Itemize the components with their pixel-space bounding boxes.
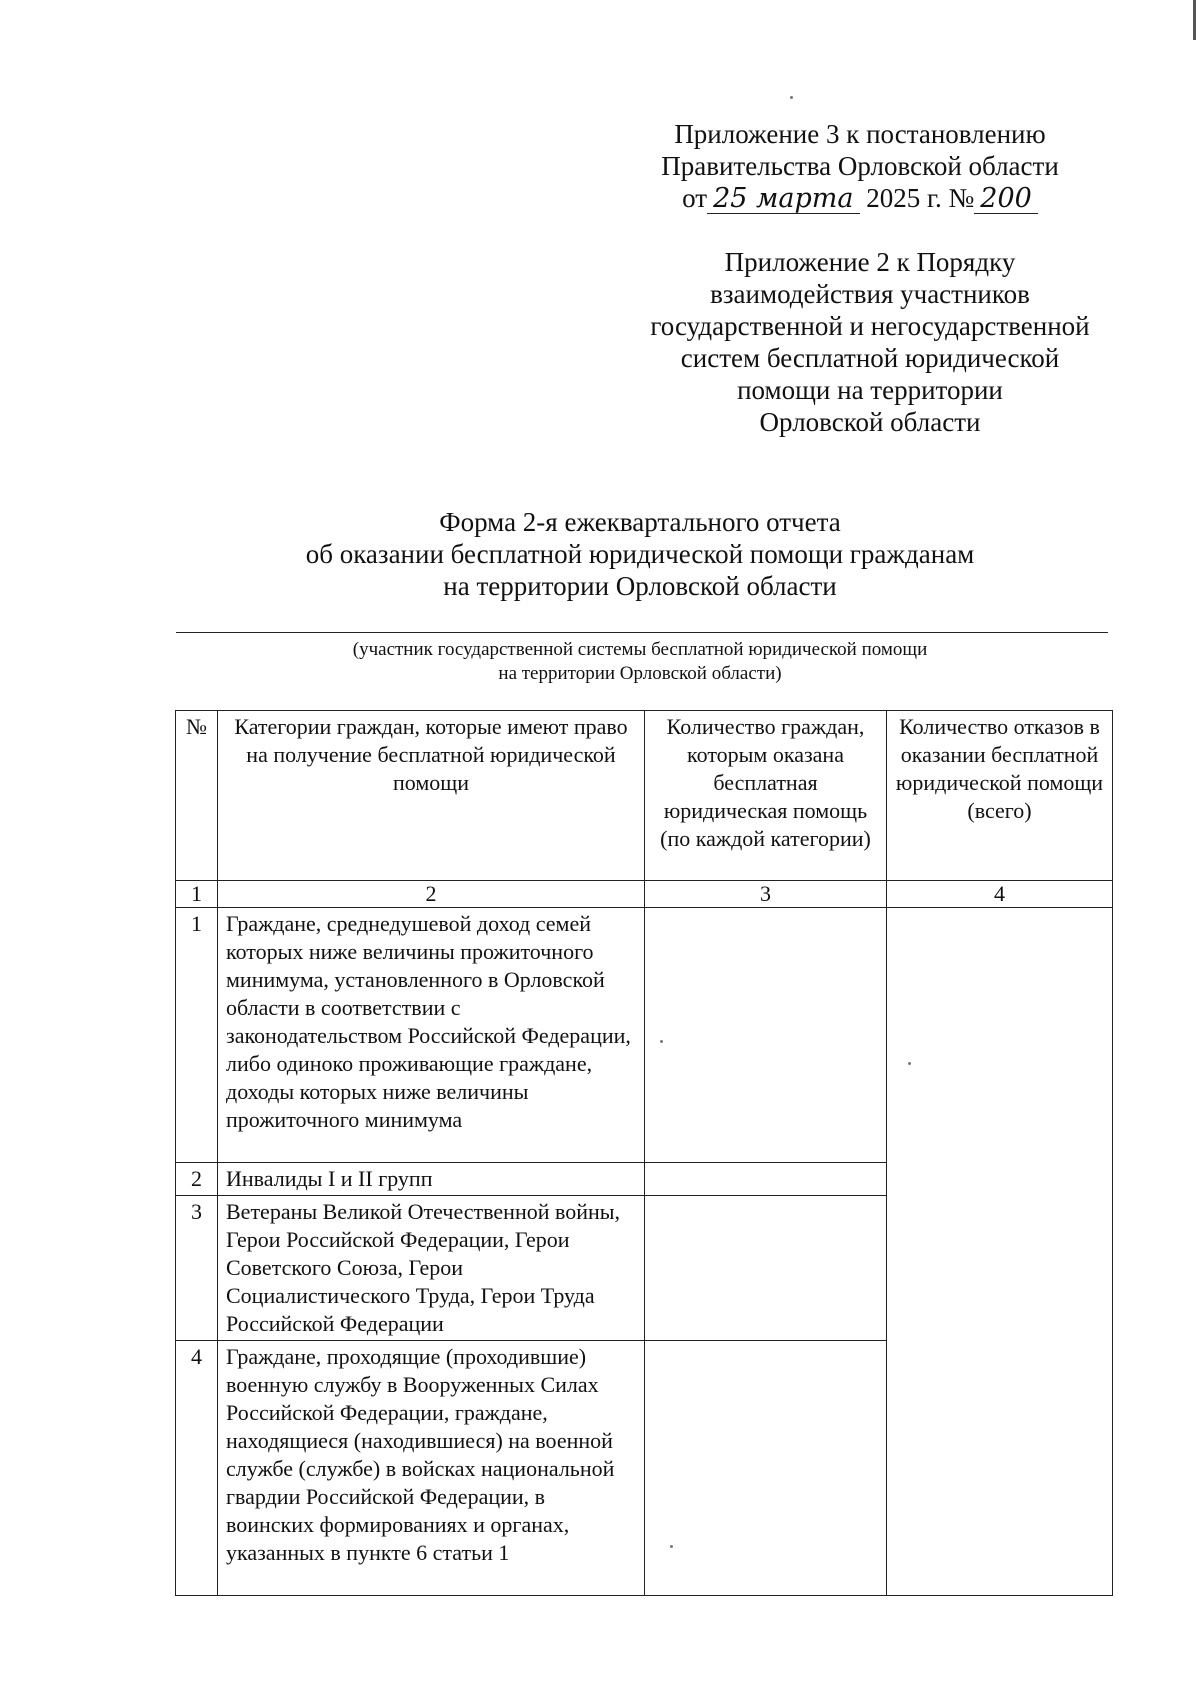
count-assisted-cell[interactable]	[645, 1163, 887, 1196]
appendix-2-line: взаимодействия участников	[710, 279, 1030, 309]
count-assisted-cell[interactable]	[645, 1196, 887, 1341]
page-edge-mark	[1193, 0, 1196, 40]
column-index: 2	[218, 881, 645, 908]
column-index: 4	[887, 881, 1113, 908]
header-category: Категории граждан, которые имеют право на получение бесплатной юридической помощи	[218, 711, 645, 881]
scan-speck	[908, 1062, 911, 1065]
appendix-2-line: систем бесплатной юридической	[680, 343, 1060, 373]
row-category: Граждане, проходящие (проходившие) военную службу в Вооруженных Силах Российской Федерации, граждане, находящиеся (находившиеся) на военной службе (службе) в войсках национальной гвардии Российской Федерации, в воинских формированиях и органах, указанных в пункте 6 статьи 1	[218, 1341, 645, 1596]
count-refusals-cell[interactable]	[887, 908, 1113, 1596]
form-title	[200, 506, 1080, 602]
count-assisted-cell[interactable]	[645, 1341, 887, 1596]
scan-speck	[790, 96, 793, 99]
row-number: 4	[176, 1341, 218, 1596]
participant-caption	[240, 638, 1040, 686]
column-index: 1	[176, 881, 218, 908]
appendix-2-line: Приложение 2 к Порядку	[724, 247, 1016, 277]
row-number: 1	[176, 908, 218, 1163]
row-category: Инвалиды I и II групп	[218, 1163, 645, 1196]
appendix-2-line: Орловской области	[759, 407, 981, 437]
table-header-row	[176, 711, 1113, 881]
header-count-assisted: Количество граждан, которым оказана бесплатная юридическая помощь (по каждой категории)	[645, 711, 887, 881]
handwritten-number: 200	[974, 185, 1038, 214]
header-number: №	[176, 711, 218, 881]
handwritten-date: 25 марта	[707, 185, 859, 214]
row-number: 2	[176, 1163, 218, 1196]
date-prefix: от	[682, 183, 708, 213]
row-category: Ветераны Великой Отечественной войны, Герои Российской Федерации, Герои Советского Союза, Герои Социалистического Труда, Герои Труда Российской Федерации	[218, 1196, 645, 1341]
appendix-3-line-1: Приложение 3 к постановлению	[674, 119, 1046, 149]
participant-fill-line	[176, 632, 1108, 633]
scan-speck	[660, 1040, 663, 1043]
form-title-line: Форма 2-я ежеквартального отчета	[439, 507, 841, 537]
row-number: 3	[176, 1196, 218, 1341]
form-title-line: на территории Орловской области	[443, 571, 837, 601]
appendix-3-date-line	[640, 182, 1080, 214]
table-row	[176, 908, 1113, 1163]
appendix-3-header	[640, 118, 1080, 214]
row-category: Граждане, среднедушевой доход семей которых ниже величины прожиточного минимума, установленного в Орловской области в соответствии с законодательством Российской Федерации, либо одиноко проживающие граждане, доходы которых ниже величины прожиточного минимума	[218, 908, 645, 1163]
scan-speck	[670, 1545, 673, 1548]
year-label: 2025 г. №	[866, 183, 975, 213]
column-index-row	[176, 881, 1113, 908]
caption-line-2: на территории Орловской области)	[498, 663, 782, 684]
appendix-2-line: помощи на территории	[737, 375, 1003, 405]
report-table	[175, 710, 1113, 1596]
header-count-refusals: Количество отказов в оказании бесплатной юридической помощи (всего)	[887, 711, 1113, 881]
appendix-2-header	[620, 246, 1120, 438]
count-assisted-cell[interactable]	[645, 908, 887, 1163]
appendix-2-line: государственной и негосударственной	[650, 311, 1090, 341]
caption-line-1: (участник государственной системы бесплатной юридической помощи	[352, 639, 928, 660]
column-index: 3	[645, 881, 887, 908]
form-title-line: об оказании бесплатной юридической помощи гражданам	[305, 539, 975, 569]
appendix-3-line-2: Правительства Орловской области	[661, 151, 1059, 181]
